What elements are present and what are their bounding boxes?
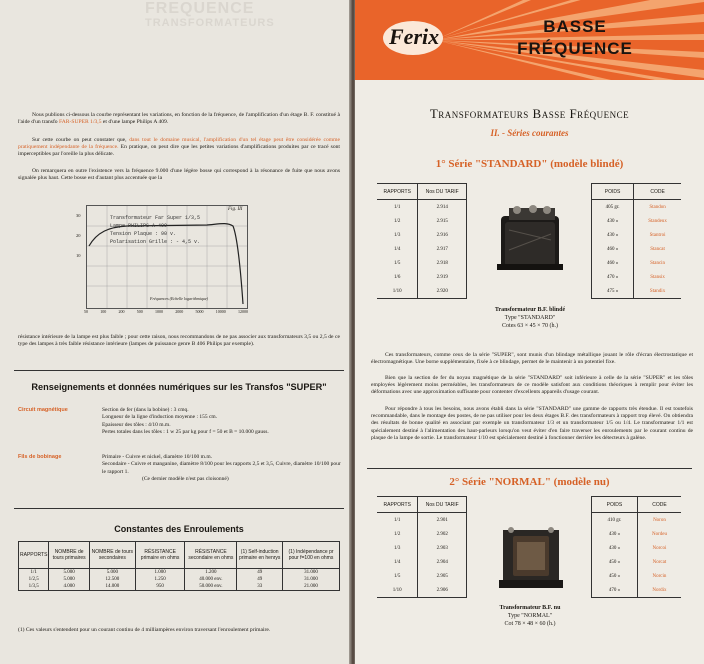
table-header-row — [377, 497, 467, 513]
table-row — [377, 270, 467, 284]
table-row — [592, 242, 682, 256]
constants-table — [18, 541, 340, 591]
table-cell: 450 » — [592, 569, 638, 583]
after-chart-paragraph: résistance intérieure de la lampe est plus faible ; pour cette raison, nous recommandons de ne pas associer aux transformateurs 3,5 ou 2,5 de ce type des lampes à très faible résistance intérieure (lampes de puissance genre B 406 Philips par exemple). — [18, 334, 340, 348]
table-cell: 33 — [237, 583, 283, 591]
table-row — [592, 214, 682, 228]
constants-title: Constantes des Enroulements — [114, 524, 244, 534]
table-cell: 460 » — [592, 256, 634, 270]
table-cell: 2.915 — [418, 214, 467, 228]
x-tick: 1000 — [155, 309, 163, 314]
table-cell: 1/1 — [19, 569, 49, 577]
table-cell: 4.000 — [49, 583, 89, 591]
x-tick: 12000 — [238, 309, 248, 314]
brand-logo: Ferix — [389, 24, 440, 49]
table-row — [377, 214, 467, 228]
table-cell: 2.901 — [418, 513, 467, 528]
banner-line-1: BASSE — [543, 17, 607, 36]
table-header-row — [19, 542, 340, 569]
chart-x-caption: Fréquences (Echelle logarithmique) — [150, 296, 208, 301]
table-header: NOMBRE de tours primaires — [49, 542, 89, 569]
table-cell: 460 » — [592, 242, 634, 256]
table-cell: 2.905 — [418, 569, 467, 583]
chart-legend-line: Tension Plaque : 90 v. — [110, 231, 177, 237]
table-cell: 470 » — [592, 270, 634, 284]
table-cell: Noron — [653, 517, 666, 523]
chart-legend-line: Polarisation Grille : - 4,5 v. — [110, 239, 201, 245]
table-header-row — [377, 184, 467, 200]
y-tick: 30 — [76, 213, 81, 218]
faded-header — [145, 2, 275, 30]
table-cell: 2.914 — [418, 200, 467, 215]
table-cell: 950 — [135, 583, 185, 591]
table-cell: 31.000 — [283, 569, 340, 577]
table-cell: 1/10 — [377, 284, 418, 299]
table-header: RAPPORTS — [19, 542, 49, 569]
paragraph-text: En pratique, on peut dire que les petites variations d'amplifications produites par ce tracé sont imperceptibles par l'oreille la plus délicate. — [18, 144, 340, 158]
spec-line: (Ce dernier modèle n'est pas cloisonné) — [142, 476, 229, 483]
table-row — [592, 541, 682, 555]
body-paragraph-2: Bien que la section de fer du noyau magnétique de la série "STANDARD" soit inférieure à celle de la série "SUPER" et les tôles employées légèrement moins perméables, les transformateurs de ce modèle satisfont aux conditions théoriques à remplir pour éviter les déformations avec une approximation suffisante pour contenter d'excellents appareils d'usage courant. — [371, 375, 693, 396]
table-cell: 1/5 — [394, 260, 401, 266]
x-tick: 200 — [118, 309, 125, 314]
x-tick: 50 — [84, 309, 88, 314]
table-row — [19, 569, 340, 577]
series1-right-table — [591, 183, 681, 299]
table-row — [377, 527, 467, 541]
series2-right-table — [591, 496, 681, 598]
table-cell: 31.000 — [283, 576, 340, 583]
table-cell: 40.000 env. — [185, 576, 237, 583]
table-row — [592, 527, 682, 541]
table-header: RÉSISTANCE primaire en ohms — [135, 542, 185, 569]
table-cell: 430 » — [592, 228, 634, 242]
table-row — [592, 513, 682, 528]
table-cell: Nordix — [637, 583, 681, 598]
chart-legend-line: Lampe PHILIPS A 409 — [110, 223, 168, 229]
specs-title: Renseignements et données numériques sur les Transfos "SUPER" — [31, 382, 327, 392]
caption-line: Cotes 63 × 45 × 70 (h.) — [502, 323, 558, 329]
series1-left-table — [377, 183, 467, 299]
table-cell: 50.000 env. — [185, 583, 237, 591]
divider — [367, 468, 692, 469]
table-cell: 2.916 — [418, 228, 467, 242]
spec-line: Secondaire - Cuivre et manganine, diamètre 8/100 pour les rapports 2,5 et 3,5, Cuivre, diamètre 10/100 pour le rapport 1. — [102, 461, 341, 475]
table-header: POIDS — [592, 184, 634, 200]
spec-line: Longueur de la ligne d'induction moyenne : 155 cm. — [102, 414, 218, 421]
table-cell: 1.200 — [185, 569, 237, 577]
paragraph-text: On remarquera en outre l'existence vers la fréquence 9.000 d'une légère bosse qui correspond à la résonance de fuite que nous avons signalée plus haut. Cette bosse est d'autant plus accentuée que la — [18, 168, 340, 182]
table-cell: 1/2 — [394, 218, 401, 224]
table-cell: Standon — [649, 204, 666, 210]
x-tick: 10000 — [215, 309, 226, 314]
caption-line: Type "NORMAL" — [507, 613, 553, 619]
table-cell: 1/3,5 — [19, 583, 49, 591]
table-row — [377, 284, 467, 299]
table-cell: 1/2 — [394, 531, 401, 537]
table-row — [592, 555, 682, 569]
spec-label: Circuit magnétique — [18, 407, 68, 413]
section-title: II. - Séries courantes — [490, 128, 569, 138]
chart-legend — [110, 214, 200, 246]
table-cell: 49 — [237, 576, 283, 583]
faded-header-line-1: FREQUENCE — [145, 0, 255, 17]
table-row — [377, 541, 467, 555]
table-cell: Stancat — [650, 246, 665, 252]
table-cell: 21.000 — [283, 583, 340, 591]
spec-values — [102, 454, 342, 484]
banner-line-2: FRÉQUENCE — [517, 39, 633, 58]
x-tick: 2000 — [175, 309, 184, 314]
table-cell: Stancin — [650, 260, 666, 266]
table-cell: 1/5 — [394, 573, 401, 579]
series1-title: 1° Série "STANDARD" (modèle blindé) — [435, 158, 624, 170]
table-cell: 410 gr. — [592, 513, 638, 528]
spec-bobinage — [18, 454, 340, 494]
table-row — [592, 256, 682, 270]
page-title: Transformateurs Basse Fréquence — [429, 106, 630, 121]
table-row — [592, 583, 682, 598]
table-cell: 470 » — [592, 583, 638, 598]
table-cell: 2.903 — [418, 541, 467, 555]
table-cell: 2.902 — [418, 527, 467, 541]
table-row — [377, 228, 467, 242]
intro-paragraph-1 — [18, 112, 340, 126]
table-header: (1) Self-induction primaire en henrys — [237, 542, 283, 569]
table-row — [592, 200, 682, 215]
spec-line: Pertes totales dans les tôles : 1 w 25 par kg pour f = 50 et B = 10.000 gauss. — [102, 429, 269, 436]
x-tick: 100 — [100, 309, 107, 314]
table-cell: Stantroi — [649, 232, 666, 238]
series2-caption — [455, 604, 605, 628]
table-row — [592, 284, 682, 299]
table-row — [377, 256, 467, 270]
table-cell: Stansix — [650, 274, 665, 280]
table-cell: 430 » — [592, 214, 634, 228]
left-page — [0, 0, 351, 664]
table-cell: 1.000 — [135, 569, 185, 577]
caption-line: Transformateur B.F. blindé — [494, 307, 566, 313]
right-page — [355, 0, 704, 664]
table-row — [377, 583, 467, 598]
table-cell: 5.000 — [49, 576, 89, 583]
table-cell: 2.904 — [418, 555, 467, 569]
paragraph-text: et d'une lampe Philips A 409. — [101, 119, 169, 126]
table-row — [377, 200, 467, 215]
spec-values — [102, 407, 342, 437]
series2-title: 2° Série "NORMAL" (modèle nu) — [449, 476, 610, 488]
chart-y-ticks — [76, 206, 81, 266]
table-cell: 1/10 — [377, 583, 418, 598]
table-cell: 49 — [237, 569, 283, 577]
table-row — [592, 228, 682, 242]
table-cell: 1/4 — [394, 246, 401, 252]
table-cell: 1/4 — [394, 559, 401, 565]
table-cell: 1.250 — [135, 576, 185, 583]
table-cell: 1/3 — [394, 232, 401, 238]
table-header-row — [592, 184, 682, 200]
spec-line: Primaire - Cuivre et nickel, diamètre 10/100 m.m. — [102, 454, 212, 460]
table-cell: 1/6 — [394, 274, 401, 280]
chart-x-ticks — [84, 309, 248, 314]
spec-circuit — [18, 407, 340, 447]
table-header: RAPPORTS — [377, 497, 418, 513]
table-row — [592, 270, 682, 284]
table-row — [377, 569, 467, 583]
table-header: POIDS — [592, 497, 638, 513]
table-header: (1) Indépendance pr pour f=100 en ohms — [283, 542, 340, 569]
table-cell: 2.920 — [418, 284, 467, 299]
table-cell: 14.000 — [89, 583, 135, 591]
table-cell: 5.000 — [49, 569, 89, 577]
table-cell: 430 » — [592, 527, 638, 541]
table-header-row — [592, 497, 682, 513]
y-tick: 20 — [76, 233, 81, 238]
table-cell: 2.906 — [418, 583, 467, 598]
caption-line: Transformateur B.F. nu — [499, 605, 561, 611]
table-row — [19, 583, 340, 591]
table-cell: Nordeu — [651, 531, 667, 537]
series2-left-table — [377, 496, 467, 598]
table-row — [377, 242, 467, 256]
intro-paragraph-3 — [18, 168, 340, 182]
table-header: CODE — [634, 184, 681, 200]
table-row — [377, 555, 467, 569]
table-cell: 450 » — [592, 555, 638, 569]
spec-label: Fils de bobinage — [18, 454, 62, 460]
x-tick: 500 — [136, 309, 143, 314]
normal-transformer-image — [495, 518, 571, 594]
table-cell: Standix — [634, 284, 681, 299]
banner-title — [475, 16, 675, 60]
table-header: RAPPORTS — [377, 184, 418, 200]
caption-line: Type "STANDARD" — [504, 315, 556, 321]
header-banner — [355, 0, 704, 80]
table-header: Nos DU TARIF — [418, 184, 467, 200]
table-cell: Norcoi — [652, 545, 667, 551]
paragraph-text: Sur cette courbe on peut constater que, — [32, 137, 130, 143]
divider — [14, 508, 344, 509]
table-row — [377, 513, 467, 528]
highlighted-text: dans tout le domaine musical, l'amplification d'un tel étage peut être considérée comme pratiquement indépendante de la fréquence. — [18, 137, 340, 151]
chart-fig-label: Fig. III — [228, 207, 243, 212]
table-row — [592, 569, 682, 583]
table-cell: 1/1 — [394, 204, 401, 210]
paragraph-text: Nous publions ci-dessous la courbe représentant les variations, en fonction de la fréquence, de l'amplification d'un étage B. F. constitué à l'aide d'un transfo — [18, 112, 340, 126]
standard-transformer-image — [495, 200, 571, 276]
table-cell: Norcat — [652, 559, 667, 565]
table-cell: 1/1 — [394, 517, 401, 523]
table-header: CODE — [637, 497, 681, 513]
table-cell: Standeux — [648, 218, 667, 224]
table-cell: 12.500 — [89, 576, 135, 583]
table-cell: 2.919 — [418, 270, 467, 284]
highlighted-text: FAR-SUPER 1/3,5 — [59, 119, 102, 126]
intro-paragraph-2 — [18, 137, 340, 159]
table-cell: 475 » — [592, 284, 634, 299]
table-cell: 2.918 — [418, 256, 467, 270]
table-header: Nos DU TARIF — [418, 497, 467, 513]
table-cell: 2.917 — [418, 242, 467, 256]
divider — [14, 370, 344, 371]
y-tick: 10 — [76, 253, 81, 258]
caption-line: Cot 78 × 48 × 60 (h.) — [504, 621, 556, 627]
series1-caption — [455, 306, 605, 330]
table-cell: 405 gr. — [592, 200, 634, 215]
table-cell: 1/3 — [394, 545, 401, 551]
table-cell: 430 » — [592, 541, 638, 555]
spec-line: Section de fer (dans la bobine) : 3 cmq. — [102, 407, 189, 413]
spec-line: Epaisseur des tôles : 4/10 m.m. — [102, 421, 171, 428]
chart-legend-line: Transformateur Far Super 1/3,5 — [110, 215, 201, 221]
faded-header-line-2: TRANSFORMATEURS — [145, 17, 275, 29]
footnote: (1) Ces valeurs s'entendent pour un courant continu de 4 milliampères environ traversant l'enroulement primaire. — [18, 627, 271, 633]
table-row — [19, 576, 340, 583]
table-cell: 5.000 — [89, 569, 135, 577]
body-paragraph-1: Ces transformateurs, comme ceux de la série "SUPER", sont munis d'un blindage métallique jouant le rôle d'écran électrostatique et électromagnétique. Une borne supplémentaire, fixée à ce blindage, permet de le maintenir à un potentiel fixe. — [371, 352, 693, 366]
table-cell: Norcin — [652, 573, 667, 579]
table-header: RÉSISTANCE secondaire en ohms — [185, 542, 237, 569]
x-tick: 5000 — [195, 309, 204, 314]
table-header: NOMBRE de tours secondaires — [89, 542, 135, 569]
table-cell: 1/2,5 — [19, 576, 49, 583]
body-paragraph-3: Pour répondre à tous les besoins, nous avons établi dans la série "STANDARD" une gamme de rapports très étendue. Il est toutefois recommandable, dans le montage des postes, de ne pas utiliser pour les deux étages B.F. des transformateurs à rapport trop élevé. On obtiendra des résultats de bonne qualité en associant par exemple un transformateur 1/3 et un transformateur 1/5 ou 1/4. Le transformateur 1/1 est spécialement destiné à l'alimentation des haut-parleurs lorsqu'on veut éviter d'en faire traverser les enroulements par le courant continu de plaque de la lampe de sortie. Le transformateur 1/10 est spécialement destiné à fonctionner derrière les détecteurs à galène. — [371, 406, 693, 441]
